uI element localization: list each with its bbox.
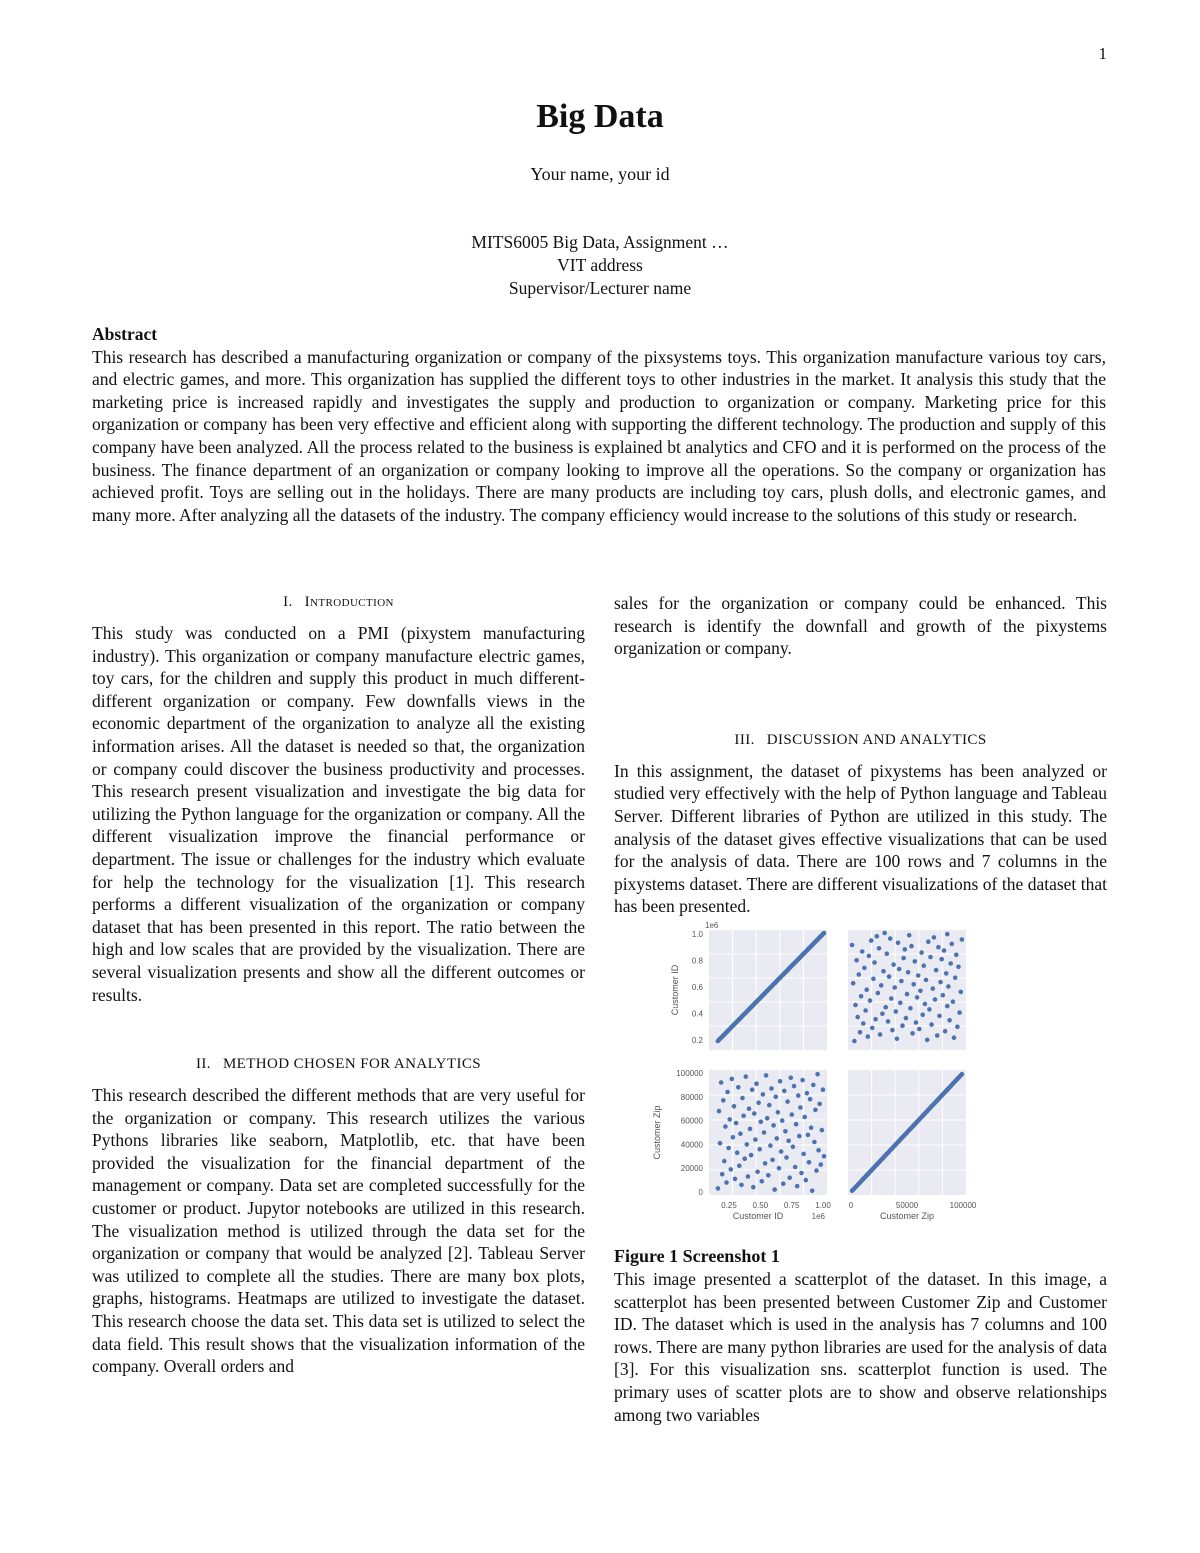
scatter-point [799,1171,804,1176]
scatter-point [772,1187,777,1192]
scatter-point [877,946,882,951]
scatter-point [933,997,938,1002]
scatter-point [875,1162,880,1167]
scatter-point [811,1083,816,1088]
supervisor-line: Supervisor/Lecturer name [508,278,692,298]
scatter-point [915,995,920,1000]
scatter-point [861,1021,866,1026]
tick-label: 0.4 [691,1009,703,1019]
tick-label: 1.0 [691,929,703,939]
scatter-point [763,1161,768,1166]
tick-label: 1.00 [815,1200,831,1210]
scatter-point [907,933,912,938]
address-line: VIT address [557,255,643,275]
y-axis-label: Customer Zip [652,1105,662,1160]
scatter-point [869,1168,874,1173]
scatter-point [766,1173,771,1178]
scatter-point [720,1172,725,1177]
scatter-point [941,993,946,998]
scatter-point [916,973,921,978]
scatter-point [951,999,956,1004]
scatter-point [822,931,827,936]
scatter-point [790,1112,795,1117]
scatter-point [854,958,859,963]
scatter-point [786,1138,791,1143]
scatter-point [880,1011,885,1016]
scatter-point [796,1093,801,1098]
scatter-point [864,987,869,992]
scatter-point [889,996,894,1001]
scatter-point [959,990,964,995]
abstract-heading: Abstract [92,324,158,344]
scatter-point [747,1106,752,1111]
scatter-point [869,938,874,943]
abstract-text: This research has described a manufacturing organization or company of the pixsystems toys. This organization manufacture various toy cars, and electric games, and more. This organization has supplied the different toys to other industries in the market. It analysis this study that the marketing price is increased rapidly and investigates the supply and production to organization or company. Marketing price for this organization or company has been very effective and efficient along with supporting the different technology. The production and supply of this company have been analyzed. All the process related to the business is explained bt analytics and CFO and it is performed on the process of the business. The finance department of an organization or company looking to improve all the operations. So the company or organization has achieved profit. Toys are selling out in the holidays. There are many products are including toy cars, plush dolls, and electronic games, and many more. After analyzing all the datasets of the industry. The company efficiency would increase to the solutions of this study or research. [92,346,1106,525]
scatter-point [764,1073,769,1078]
scatter-point [957,1010,962,1015]
scatter-point [770,1158,775,1163]
tick-label: 80000 [680,1092,703,1102]
section-title: METHOD CHOSEN FOR ANALYTICS [222,1056,482,1073]
scatter-point [755,1169,760,1174]
scatter-point [813,1108,818,1113]
scatter-point [821,1087,826,1092]
scatter-point [913,959,918,964]
scatter-point [775,1136,780,1141]
scatter-point [936,945,941,950]
scatter-point [853,1003,858,1008]
scatter-point [896,1140,901,1145]
scatter-point [744,1074,749,1079]
scatter-point [756,1100,761,1105]
scatter-point [947,1018,952,1023]
scatter-point [948,961,953,966]
scatter-point [739,1183,744,1188]
scatter-point [809,1125,814,1130]
scatter-point [923,1002,928,1007]
scatter-point [716,1186,721,1191]
scatter-point [858,1030,863,1035]
scatter-point [888,1148,893,1153]
scatter-point [936,1097,941,1102]
scatter-point [753,1137,758,1142]
affiliation-block [0,231,1200,300]
tick-label: 0 [698,1187,703,1197]
tick-label: 0.2 [691,1035,703,1045]
scatter-point [954,952,959,957]
scatter-point [731,1135,736,1140]
scatter-point [767,1103,772,1108]
scatter-point [925,1038,930,1043]
scatter-point [911,982,916,987]
scatter-point [789,1075,794,1080]
scatter-point [872,960,877,965]
paper-title: Big Data [536,98,664,135]
scatter-point [929,1022,934,1027]
scatter-point [886,1019,891,1024]
x-axis-label: Customer Zip [879,1210,935,1221]
scatter-point [926,1108,931,1113]
section-title: Introduction [304,594,394,610]
tick-label: 0.25 [721,1200,737,1210]
scatter-point [863,1008,868,1013]
scatter-point [944,971,949,976]
scatter-point [737,1163,742,1168]
scatter-point [955,1024,960,1029]
scatter-point [771,1123,776,1128]
scatter-point [857,972,862,977]
scatter-point [812,1140,817,1145]
scatter-point [815,1072,820,1077]
scatter-point [738,1131,743,1136]
scatter-point [882,1154,887,1159]
scatter-point [760,1179,765,1184]
scatter-point [932,1102,937,1107]
scatter-point [927,1007,932,1012]
scatter-point [736,1085,741,1090]
scatter-point [952,1035,957,1040]
method-text-continued: sales for the organization or company could be enhanced. This research is identify the downfall and growth of the pixystems organization or company. [614,593,1107,659]
scatter-point [810,1188,815,1193]
scatter-point [897,967,902,972]
scatter-point [802,1115,807,1120]
scatter-point [938,980,943,985]
scatter-point [735,1150,740,1155]
tick-label: 0 [848,1200,854,1210]
scatter-point [819,1162,824,1167]
scatter-point [750,1087,755,1092]
scatter-point [793,1165,798,1170]
discussion-text: In this assignment, the dataset of pixystems has been analyzed or studied very effectively with the help of Python language and Tableau Server. Different libraries of Python are utilized in this study. The analysis of the dataset gives effective visualizations that can be used for the analysis of data. There are 100 rows and 7 columns in the pixystems dataset. There are different visualizations of the dataset that has been presented. [614,760,1107,917]
scatter-point [734,1121,739,1126]
scatter-point [741,1113,746,1118]
scatter-point [721,1098,726,1103]
scatter-point [920,1012,925,1017]
scatter-point [867,954,872,959]
right-column [614,592,1107,1426]
scatter-point [960,937,965,942]
scatter-point [859,994,864,999]
scatter-point [776,1110,781,1115]
scatter-point [808,1097,813,1102]
scatter-point [904,1016,909,1021]
section-title: DISCUSSION AND ANALYTICS [766,731,987,748]
scatter-point [725,1090,730,1095]
scatter-point [798,1105,803,1110]
scatter-point [800,1078,805,1083]
tick-label: 60000 [680,1116,703,1126]
section-number: I. [283,594,293,610]
scatter-point [778,1079,783,1084]
scatter-point [953,975,958,980]
scatter-point [900,1023,905,1028]
scatter-point [875,934,880,939]
scatter-point [822,1154,827,1159]
tick-label: 0.75 [783,1200,800,1210]
scatter-point [928,955,933,960]
scatter-point [757,1147,762,1152]
scatter-point [901,956,906,961]
scatter-point [896,940,901,945]
scatter-point [942,948,947,953]
scatter-point [903,1133,908,1138]
figure-1 [614,920,1107,1240]
figure-caption: Figure 1 Screenshot 1 [614,1245,780,1266]
scatter-point [924,978,929,983]
scatter-point [914,1020,919,1025]
scatter-point [740,1096,745,1101]
scatter-point [960,1072,965,1077]
scatter-point [718,1141,723,1146]
scatter-point [909,944,914,949]
author-line: Your name, your id [530,164,670,184]
scatter-point [891,1144,896,1149]
scatter-point [887,974,892,979]
scatter-point [850,943,855,948]
tick-label: 50000 [895,1200,919,1210]
scatter-point [917,1027,922,1032]
scatter-point [729,1167,734,1172]
tick-label: 0.50 [752,1200,769,1210]
tick-label: 40000 [680,1140,703,1150]
scatter-point [807,1160,812,1165]
scatter-point [873,1017,878,1022]
y-axis-label: Customer ID [670,964,680,1016]
scatter-point [926,939,931,944]
scatter-point [942,1091,947,1096]
scatter-point [885,951,890,956]
scatter-point [768,1143,773,1148]
scatter-point [797,1134,802,1139]
scatter-point [892,985,897,990]
scatter-point [954,1078,959,1083]
scatter-point [854,1184,859,1189]
scatter-point [891,962,896,967]
abstract-block [92,323,1106,526]
axis-offset-label: 1e6 [705,920,719,930]
introduction-text: This study was conducted on a PMI (pixystem manufacturing industry). This organization or company manufacture electric games, toy cars, for the children and supply this product in much different-different organization or company. Few downfalls views in the economic department of the organization to analyze all the existing information arises. All the dataset is needed so that, the organization or company could discover the business productivity and processes. This research present visualization and investigate the big data for utilizing the Python language for the organization or company. All the different visualization improve the financial performance or department. The issue or challenges for the industry which evaluate for help the technology for the visualization [1]. This research performs a different visualization of the organization or company dataset that has been presented in this report. The ratio between the high and low scales that are provided by the visualization. There are several visualization presents and show all the different outcomes or results. [92,623,585,1005]
scatter-point [723,1124,728,1129]
scatter-point [727,1117,732,1122]
scatter-point [882,931,887,936]
scatter-point [791,1144,796,1149]
tick-label: 100000 [949,1200,977,1210]
scatter-point [879,983,884,988]
scatter-point [748,1127,753,1132]
scatter-point [820,1128,825,1133]
scatter-point [876,991,881,996]
scatter-point [774,1094,779,1099]
scatterplot-matrix [614,920,1107,1240]
x-axis-label: Customer ID [732,1210,784,1221]
scatter-point [919,1115,924,1120]
scatter-point [950,1083,955,1088]
scatter-point [916,1118,921,1123]
scatter-point [780,1118,785,1123]
scatter-point [779,1149,784,1154]
scatter-point [866,1034,871,1039]
scatter-point [918,988,923,993]
scatter-point [945,1087,950,1092]
scatter-point [913,1122,918,1127]
scatter-point [785,1099,790,1104]
scatter-point [868,998,873,1003]
scatter-point [806,1133,811,1138]
section-heading-introduction [92,590,585,614]
scatter-point [751,1185,756,1190]
scatter-point [894,1009,899,1014]
scatter-point [906,970,911,975]
scatter-point [759,1119,764,1124]
scatter-point [762,1130,767,1135]
scatter-point [922,963,927,968]
scatter-point [956,964,961,969]
scatter-point [871,976,876,981]
scatter-point [787,1175,792,1180]
scatter-point [792,1084,797,1089]
scatter-point [761,1092,766,1097]
course-line: MITS6005 Big Data, Assignment … [471,232,729,252]
axis-offset-label: 1e6 [811,1211,825,1221]
scatter-point [724,1180,729,1185]
page-number: 1 [1098,44,1107,63]
scatter-point [946,984,951,989]
tick-label: 0.8 [691,956,703,966]
scatter-point [950,942,955,947]
scatter-point [945,932,950,937]
scatter-point [888,936,893,941]
section-heading-discussion [614,728,1107,752]
tick-label: 0.6 [691,982,703,992]
scatter-point [719,1080,724,1085]
scatter-point [860,949,865,954]
scatter-point [890,1028,895,1033]
scatter-point [801,1152,806,1157]
scatter-point [732,1104,737,1109]
scatter-point [805,1091,810,1096]
scatter-point [881,969,886,974]
scatter-point [726,1146,731,1151]
scatter-point [794,1122,799,1127]
tick-label: 100000 [676,1068,703,1078]
scatter-point [746,1174,751,1179]
scatter-point [943,1029,948,1034]
scatter-point [749,1153,754,1158]
scatter-point [722,1159,727,1164]
scatter-point [742,1156,747,1161]
scatter-point [935,1033,940,1038]
scatter-point [777,1166,782,1171]
section-number: II. [195,1056,211,1073]
scatter-point [783,1129,788,1134]
scatter-point [932,935,937,940]
scatter-point [765,1116,770,1121]
tick-label: 20000 [680,1164,703,1174]
scatter-point [850,1188,855,1193]
scatter-point [903,947,908,952]
scatter-point [908,1006,913,1011]
scatter-point [931,986,936,991]
scatter-point [860,1178,865,1183]
scatter-point [816,1148,821,1153]
scatter-point [804,1178,809,1183]
scatter-point [898,1000,903,1005]
scatter-point [939,957,944,962]
scatter-point [899,979,904,984]
scatter-point [769,1086,774,1091]
figure-description: This image presented a scatterplot of the dataset. In this image, a scatterplot has been presented between Customer Zip and Customer ID. The dataset which is used in the analysis has 7 columns and 100 rows. There are many python libraries are used for the analysis of data [3]. For this visualization sns. scatterplot function is used. The primary uses of scatter plots are to show and observe relationships among two variables [614,1268,1107,1425]
scatter-point [934,968,939,973]
method-text: This research described the different methods that are very useful for the organization or company. This research utilizes the various Pythons libraries like seaborn, Matplotlib, etc. that have been provided the visualization for the financial department of the management or company. Data set are completed successfully for the customer or product. Jupytor notebooks are utilized in this research. The visualization method is utilized through the data set for the organization or company that would be analyzed [2]. Tableau Server was utilized to complete all the studies. There are many box plots, graphs, histograms. Heatmaps are utilized to investigate the dataset. This research choose the data set. This data set is utilized to select the data field. This result shows that the visualization information of the company. Overall orders and [92,1085,585,1377]
scatter-point [733,1177,738,1182]
scatter-point [945,1004,950,1009]
scatter-point [730,1077,735,1082]
section-number: III. [734,731,755,748]
scatter-point [905,992,910,997]
scatter-point [752,1111,757,1116]
scatter-point [907,1128,912,1133]
scatter-point [852,1039,857,1044]
scatter-point [855,1015,860,1020]
scatter-point [883,1005,888,1010]
scatter-point [937,1014,942,1019]
scatter-point [817,1102,822,1107]
scatter-point [895,1036,900,1041]
scatter-point [781,1181,786,1186]
scatter-point [870,1026,875,1031]
scatter-point [862,966,867,971]
scatter-point [717,1109,722,1114]
left-column [92,590,585,1378]
scatter-point [795,1184,800,1189]
scatter-point [782,1089,787,1094]
scatter-point [910,1031,915,1036]
scatter-point [784,1155,789,1160]
scatter-point [878,1032,883,1037]
scatter-point [919,950,924,955]
scatter-point [814,1168,819,1173]
section-heading-method [92,1052,585,1076]
scatter-point [745,1142,750,1147]
scatter-point [754,1081,759,1086]
scatter-point [851,981,856,986]
